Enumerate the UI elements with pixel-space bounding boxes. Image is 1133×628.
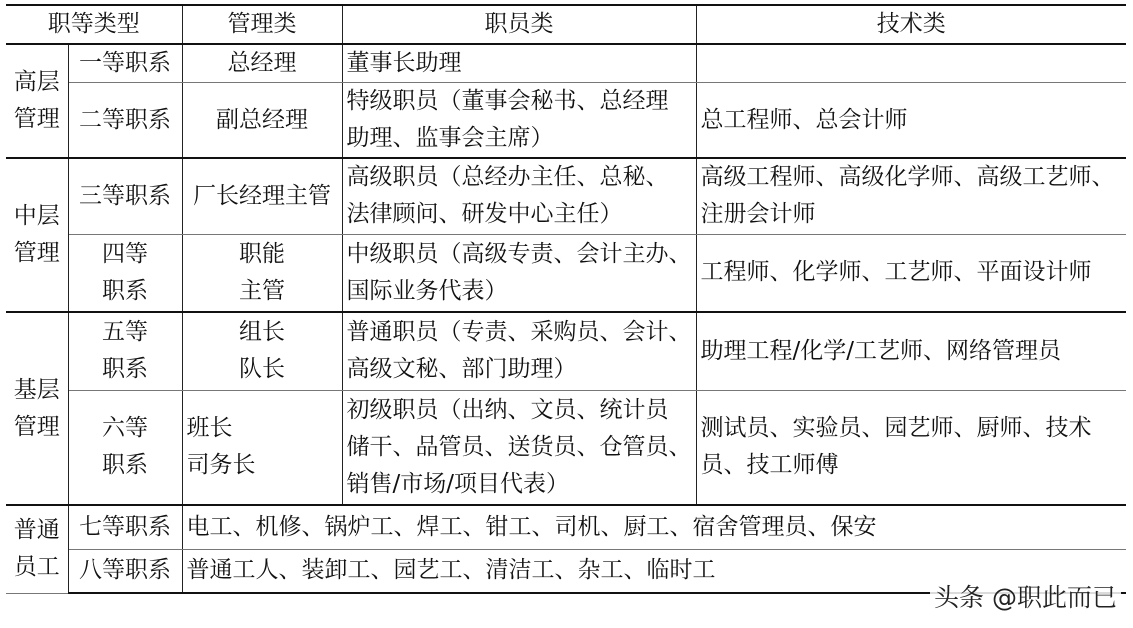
level-junior: 基层 管理 <box>6 312 68 505</box>
grade-cell: 三等职系 <box>68 158 182 234</box>
technical-cell: 助理工程/化学/工艺师、网络管理员 <box>696 312 1126 390</box>
staff-cell: 中级职员（高级专责、会计主办、 国际业务代表） <box>342 234 696 312</box>
watermark: 头条 @职此而已 <box>930 578 1121 614</box>
table-row <box>6 505 1126 549</box>
technical-cell: 总工程师、总会计师 <box>696 83 1126 159</box>
management-cell: 组长 队长 <box>182 312 342 390</box>
workers-cell: 普通工人、装卸工、园艺工、清洁工、杂工、临时工 <box>182 549 1126 593</box>
level-senior: 高层 管理 <box>6 44 68 158</box>
technical-cell: 测试员、实验员、园艺师、厨师、技术 员、技工师傅 <box>696 390 1126 505</box>
table-header-row <box>6 5 1126 44</box>
grade-system-sheet <box>6 4 1126 594</box>
table-row <box>6 390 1126 505</box>
grade-cell: 六等 职系 <box>68 390 182 505</box>
table-row <box>6 83 1126 159</box>
management-cell: 厂长经理主管 <box>182 158 342 234</box>
grade-cell: 七等职系 <box>68 505 182 549</box>
technical-cell: 工程师、化学师、工艺师、平面设计师 <box>696 234 1126 312</box>
table-row <box>6 312 1126 390</box>
management-cell: 总经理 <box>182 44 342 83</box>
technical-cell: 高级工程师、高级化学师、高级工艺师、 注册会计师 <box>696 158 1126 234</box>
staff-cell: 初级职员（出纳、文员、统计员 储干、品管员、送货员、仓管员、 销售/市场/项目代表） <box>342 390 696 505</box>
staff-cell: 特级职员（董事会秘书、总经理 助理、监事会主席） <box>342 83 696 159</box>
technical-cell <box>696 44 1126 83</box>
management-cell: 班长 司务长 <box>182 390 342 505</box>
table-row <box>6 44 1126 83</box>
staff-cell: 董事长助理 <box>342 44 696 83</box>
grade-cell: 二等职系 <box>68 83 182 159</box>
grade-cell: 五等 职系 <box>68 312 182 390</box>
table-row <box>6 234 1126 312</box>
workers-cell: 电工、机修、锅炉工、焊工、钳工、司机、厨工、宿舍管理员、保安 <box>182 505 1126 549</box>
grade-cell: 一等职系 <box>68 44 182 83</box>
header-technical: 技术类 <box>696 5 1126 44</box>
grade-cell: 四等 职系 <box>68 234 182 312</box>
table-row <box>6 158 1126 234</box>
header-grade-type: 职等类型 <box>6 5 182 44</box>
staff-cell: 普通职员（专责、采购员、会计、 高级文秘、部门助理） <box>342 312 696 390</box>
level-workers: 普通 员工 <box>6 505 68 593</box>
header-management: 管理类 <box>182 5 342 44</box>
grade-cell: 八等职系 <box>68 549 182 593</box>
staff-cell: 高级职员（总经办主任、总秘、 法律顾问、研发中心主任） <box>342 158 696 234</box>
level-middle: 中层 管理 <box>6 158 68 312</box>
management-cell: 副总经理 <box>182 83 342 159</box>
header-staff: 职员类 <box>342 5 696 44</box>
job-grade-table <box>6 4 1126 594</box>
management-cell: 职能 主管 <box>182 234 342 312</box>
